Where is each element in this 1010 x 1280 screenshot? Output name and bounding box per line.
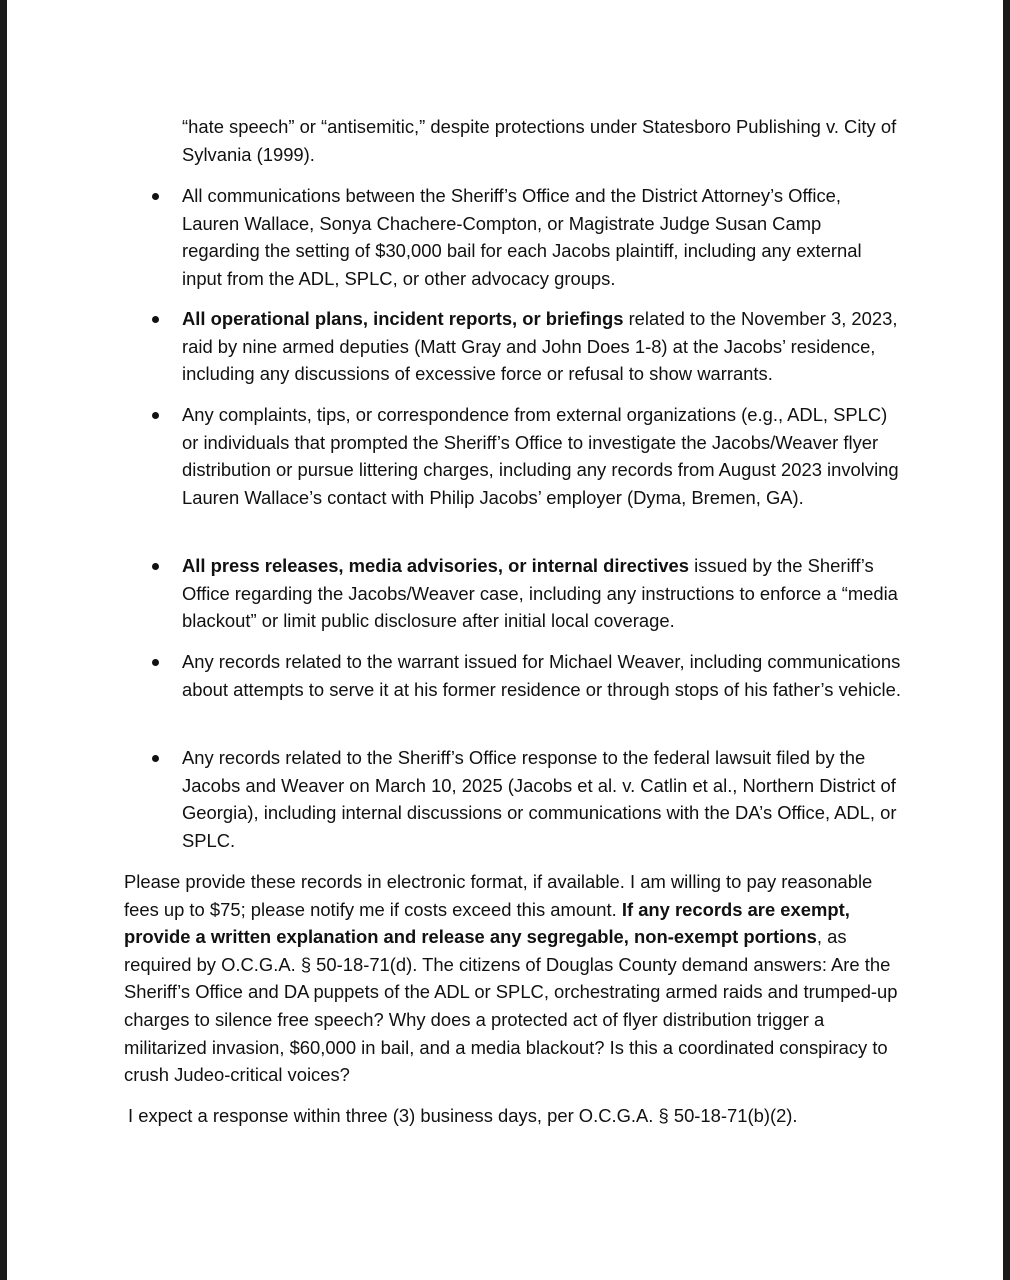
list-item	[182, 648, 902, 703]
closing-paragraph	[124, 868, 902, 1089]
bullet-icon	[152, 193, 159, 200]
list-item	[182, 182, 902, 292]
list-item	[182, 552, 902, 635]
bullet-icon	[152, 755, 159, 762]
bullet-icon	[152, 659, 159, 666]
closing-bold: If any records are exempt, provide a written explanation and release any segregable, non-exempt portions	[124, 898, 850, 948]
list-item-text: All communications between the Sheriff’s Office and the District Attorney’s Office, Lauren Wallace, Sonya Chachere-Compton, or Magistrate Judge Susan Camp regarding the setting of $30,000 bail for each Jacobs plaintiff, including any external input from the ADL, SPLC, or other advocacy groups.	[182, 185, 862, 289]
list-item-text: issued by the Sheriff’s Office regarding the Jacobs/Weaver case, including any instructions to enforce a “media blackout” or limit public disclosure after initial local coverage.	[182, 555, 898, 632]
bullet-icon	[152, 316, 159, 323]
list-item	[182, 744, 902, 854]
closing-intro: Please provide these records in electronic format, if available. I am willing to pay reasonable fees up to $75; please notify me if costs exceed this amount.	[124, 871, 873, 920]
list-item-text: Any records related to the Sheriff’s Office response to the federal lawsuit filed by the Jacobs and Weaver on March 10, 2025 (Jacobs et al. v. Catlin et al., Northern District of Georgia), including internal discussions or communications with the DA’s Office, ADL, or SPLC.	[182, 747, 897, 851]
continuation-text: “hate speech” or “antisemitic,” despite protections under Statesboro Publishing v. City of Sylvania (1999).	[182, 116, 897, 165]
list-item	[182, 401, 902, 511]
bullet-icon	[152, 412, 159, 419]
bullet-icon	[152, 563, 159, 570]
list-item-text: related to the November 3, 2023, raid by nine armed deputies (Matt Gray and John Does 1-8) at the Jacobs’ residence, including any discussions of excessive force or refusal to show warrants.	[182, 308, 898, 385]
closing-rest: , as required by O.C.G.A. § 50-18-71(d). The citizens of Douglas County demand answers: Are the Sheriff’s Office and DA puppets of the ADL or SPLC, orchestrating armed raids and trumped-up charges to silence free speech? Why does a protected act of flyer distribution trigger a militarized invasion, $60,000 in bail, and a media blackout? Is this a coordinated conspiracy to crush Judeo-critical voices?	[124, 926, 898, 1086]
list-item-text: Any complaints, tips, or correspondence from external organizations (e.g., ADL, SPLC) or individuals that prompted the Sheriff’s Office to investigate the Jacobs/Weaver flyer distribution or pursue littering charges, including any records from August 2023 involving Lauren Wallace’s contact with Philip Jacobs’ employer (Dyma, Bremen, GA).	[182, 404, 899, 508]
final-paragraph: I expect a response within three (3) business days, per O.C.G.A. § 50-18-71(b)(2).	[128, 1105, 798, 1126]
list-item	[182, 305, 902, 388]
document-page	[7, 0, 1003, 1280]
list-item-bold: All press releases, media advisories, or internal directives	[182, 555, 690, 576]
list-item-bold: All operational plans, incident reports, or briefings	[182, 308, 624, 329]
list-item-text: Any records related to the warrant issued for Michael Weaver, including communications about attempts to serve it at his former residence or through stops of his father’s vehicle.	[182, 651, 901, 700]
